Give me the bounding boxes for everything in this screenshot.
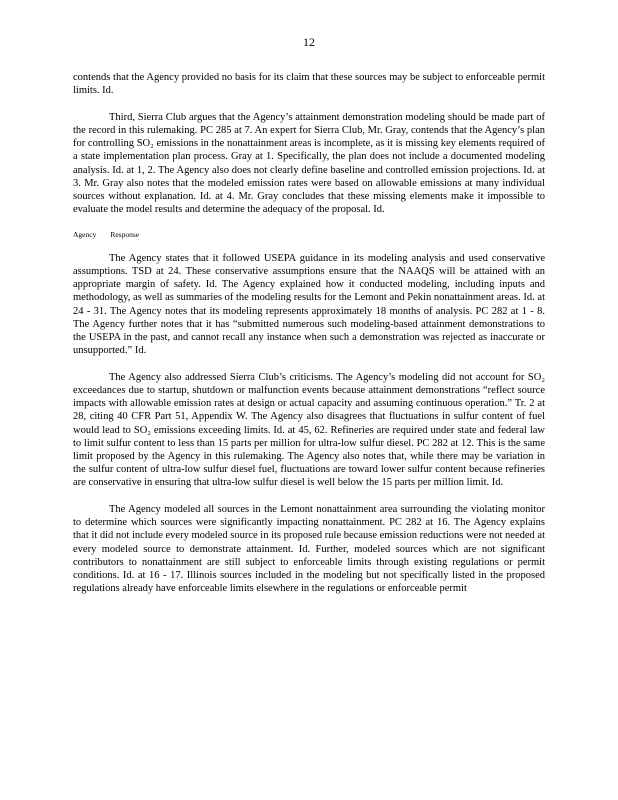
heading-word-response: Response — [110, 229, 140, 239]
section-heading-agency-response — [73, 230, 545, 240]
heading-word-agency: Agency — [73, 229, 97, 239]
paragraph-sierra-club-argument: Third, Sierra Club argues that the Agency’s attainment demonstration modeling should be made part of the record in this rulemaking. PC 285 at 7. An expert for Sierra Club, Mr. Gray, contends that the Agency’s plan for controlling SO₂ emissions in the nonattainment areas is incomplete, as it is missing key elements required of a state implementation plan process. Gray at 1. Specifically, the plan does not include a documented modeling analysis. Id. at 1, 2. The Agency also does not clearly define baseline and controlled emission projections. Id. at 3. Mr. Gray also notes that the modeled emission rates were based on allowable emissions at many individual sources without explanation. Id. at 4. Mr. Gray concludes that these missing elements make it impossible to evaluate the model results and determine the adequacy of the proposal. Id. — [73, 111, 545, 216]
paragraph-continuation: contends that the Agency provided no basis for its claim that these sources may be subject to enforceable permit limits. Id. — [73, 72, 545, 97]
page-number: 12 — [303, 35, 315, 49]
paragraph-agency-modeling: The Agency states that it followed USEPA guidance in its modeling analysis and used conservative assumptions. TSD at 24. These conservative assumptions ensure that the NAAQS will be attained with an appropriate margin of safety. Id. The Agency explained how it conducted modeling, including inputs and methodology, as well as summaries of the modeling results for the Lemont and Pekin nonattainment areas. Id. at 24 - 31. The Agency notes that its modeling represents approximately 18 months of analysis. PC 282 at 1 - 8. The Agency further notes that it has “submitted numerous such modeling-based attainment demonstrations to the USEPA in the past, and cannot recall any instance when such a demonstration was rejected as inaccurate or unsupported.” Id. — [73, 252, 545, 357]
paragraph-lemont-sources: The Agency modeled all sources in the Lemont nonattainment area surrounding the violating monitor to determine which sources were significantly impacting nonattainment. PC 282 at 16. The Agency explains that it did not include every modeled source in its proposed rule because emission reductions were not needed at every modeled source to demonstrate attainment. Id. Further, modeled sources which are not significant contributors to nonattainment are still subject to enforceable limits through existing regulations or permit conditions. Id. at 16 - 17. Illinois sources included in the modeling but not specifically listed in the proposed regulations already have enforceable limits elsewhere in the regulations or enforceable permit — [73, 504, 545, 595]
document-body — [73, 71, 545, 609]
paragraph-agency-criticisms: The Agency also addressed Sierra Club’s criticisms. The Agency’s modeling did not account for SO₂ exceedances due to startup, shutdown or malfunction events because attainment demonstrations “reflect source impacts with allowable emission rates at design or actual capacity and assuming continuous operation.” Tr. 2 at 28, citing 40 CFR Part 51, Appendix W. The Agency also disagrees that fluctuations in sulfur content of fuel would lead to SO₂ emissions exceeding limits. Id. at 45, 62. Refineries are required under state and federal law to limit sulfur content to less than 15 parts per million for ultra-low sulfur diesel. PC 282 at 12. This is the same limit proposed by the Agency in this rulemaking. The Agency also notes that, while there may be variation in the sulfur content of ultra-low sulfur diesel fuel, fluctuations are toward lower sulfur content because refineries are conservative in ensuring that ultra-low sulfur diesel is well below the 15 parts per million limit. Id. — [73, 371, 545, 489]
